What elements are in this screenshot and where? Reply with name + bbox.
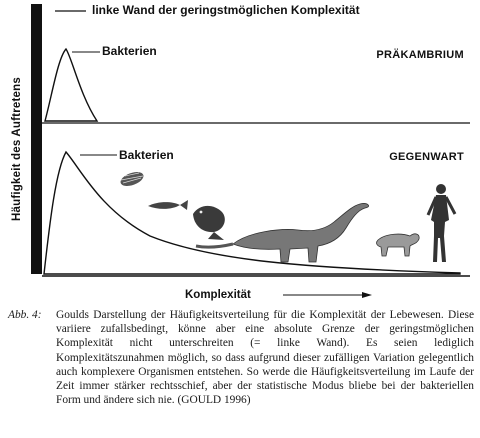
present-curve [44,152,460,274]
bakterien-label-top: Bakterien [102,44,157,58]
mammal-icon [377,234,420,256]
coelacanth-icon [193,206,225,240]
human-icon [428,184,455,262]
x-axis-label: Komplexität [185,289,251,301]
precambrian-curve [45,49,97,121]
left-wall [31,4,42,274]
era-label-precambrian: PRÄKAMBRIUM [376,49,464,61]
figure-caption [8,308,474,407]
caption-tag: Abb. 4: [8,309,42,321]
era-label-present: GEGENWART [389,151,464,163]
y-axis-label: Häufigkeit des Auftretens [11,77,23,221]
bakterien-label-bottom: Bakterien [119,148,174,162]
legend-label: linke Wand der geringstmöglichen Komplexität [92,3,360,17]
x-axis-arrowhead [362,292,372,298]
trilobite-icon [119,169,146,188]
caption-text: Goulds Darstellung der Häufigkeitsverteilung für die Komplexität der Lebewesen. Diese variiere zufallsbedingt, könne aber eine absolute Grenze der geringstmöglichen Komplexität nicht unterschreiten (= linke Wand). Es seien lediglich Komplexitätszunahmen möglich, so dass aufgrund dieser zufälligen Variation gelegentlich auch komplexere Organismen entstehen. So werde die Häufigkeitsverteilung im Laufe der Zeit immer stärker rechtsschief, aber der statistische Modus bliebe bei der bakteriellen Form und ändere sich nie. (GOULD 1996) [56,309,474,407]
fish-icon [148,200,188,210]
